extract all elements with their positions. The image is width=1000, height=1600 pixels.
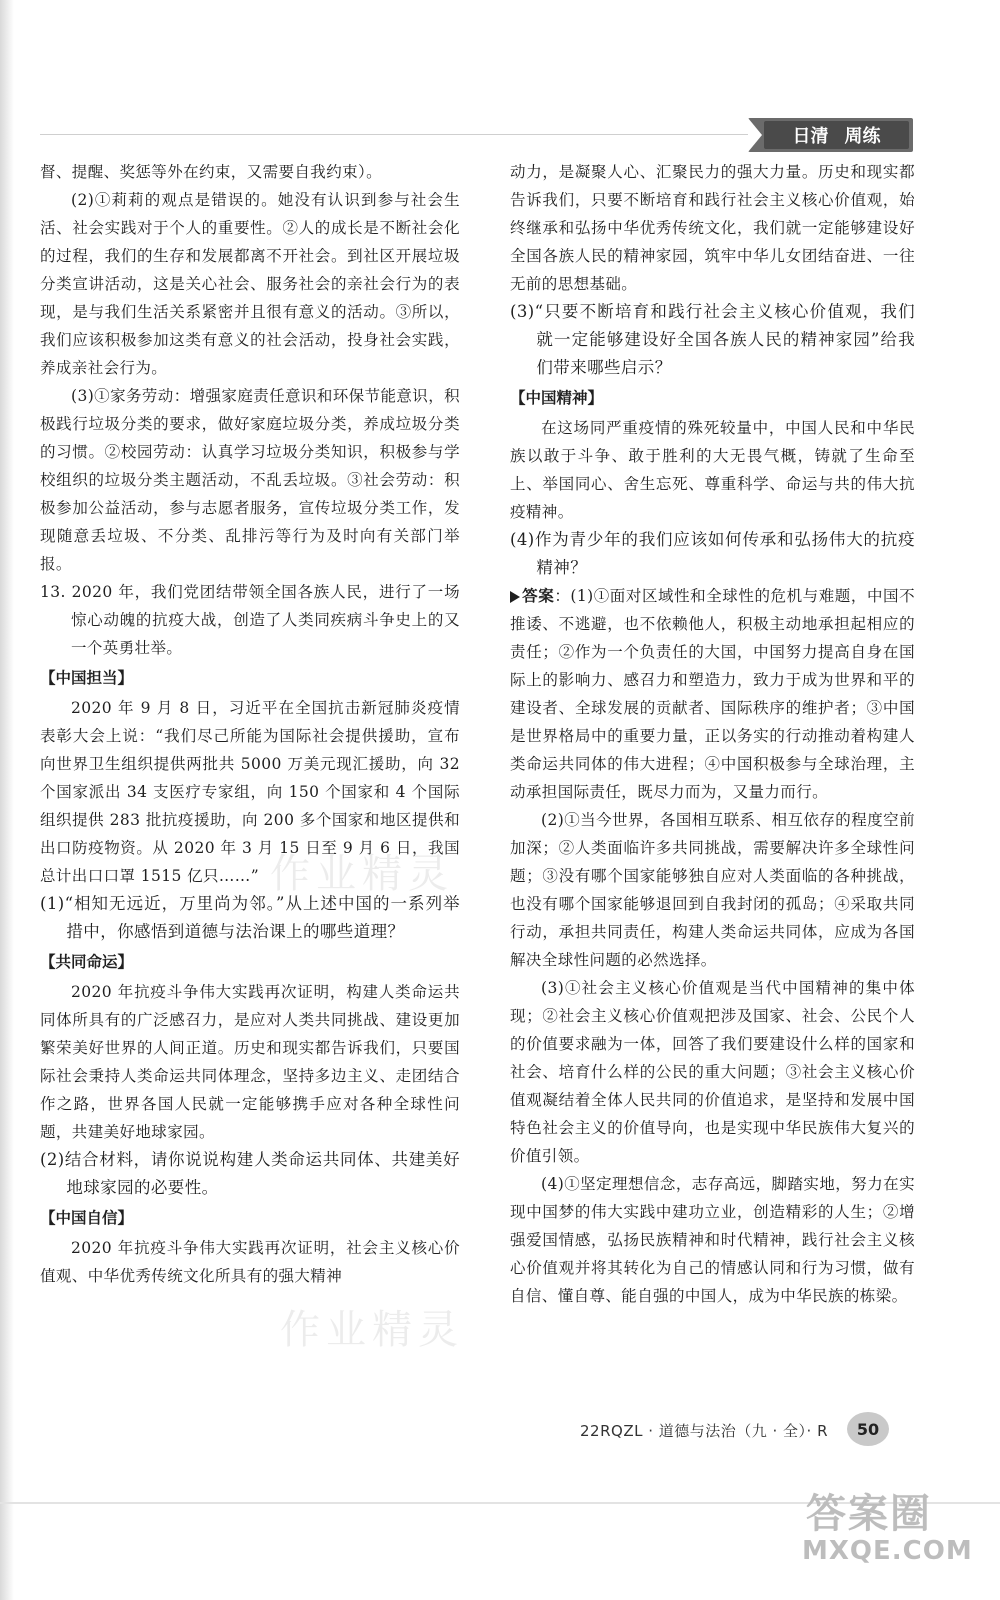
page-edge-shadow [0,0,14,1600]
header-tab-right: 周练 [844,126,881,147]
sub-question: (3)“只要不断培育和践行社会主义核心价值观，我们就一定能够建设好全国各族人民的精神家园”给我们带来哪些启示？ [510,302,915,377]
material-paragraph: 2020 年 9 月 8 日，习近平在全国抗击新冠肺炎疫情表彰大会上说：“我们尽己所能为国际社会提供援助，宣布向世界卫生组织提供两批共 5000 万美元现汇援助，向 32 个国家派出 34 支医疗专家组，向 150 个国家和 4 个国际组织提供 283 批抗疫援助，向 200 多个国家和地区提供和出口防疫物资。从 2020 年 3 月 15 日至 9 月 6 日，我国总计出口口罩 1515 亿只……” [40,699,460,885]
watermark-stamp: 作业精灵 [280,1307,464,1353]
material-paragraph: 动力，是凝聚人心、汇聚民力的强大力量。历史和现实都告诉我们，只要不断培育和践行社会主义核心价值观，始终继承和弘扬中华优秀传统文化，我们就一定能够建设好全国各族人民的精神家园，筑牢中华儿女团结奋进、一往无前的思想基础。 [510,163,915,293]
answer-text: ：(1)①面对区域性和全球性的危机与难题，中国不推诿、不逃避，也不依赖他人，积极主动地承担起相应的责任；②作为一个负责任的大国，中国努力提高自身在国际上的影响力、感召力和塑造力，致力于成为世界和平的建设者、全球发展的贡献者、国际秩序的维护者；③中国是世界格局中的重要力量，正以务实的行动推动着构建人类命运共同体的伟大进程；④中国积极参与全球治理，主动承担国际责任，既尽力而为，又量力而行。 [510,587,915,801]
material-paragraph: 在这场同严重疫情的殊死较量中，中国人民和中华民族以敢于斗争、敢于胜利的大无畏气概，铸就了生命至上、举国同心、舍生忘死、尊重科学、命运与共的伟大抗疫精神。 [510,419,915,521]
watermark-logo: 答案圈 [806,1491,932,1537]
sub-question: (4)作为青少年的我们应该如何传承和弘扬伟大的抗疫精神？ [510,530,915,577]
section-tag: 【共同命运】 [40,953,134,971]
answer-paragraph: (2)①当今世界，各国相互联系、相互依存的程度空前加深；②人类面临许多共同挑战，需要解决许多全球性问题；③没有哪个国家能够独自应对人类面临的各种挑战，也没有哪个国家能够退回到自我封闭的孤岛；④采取共同行动，承担共同责任，构建人类命运共同体，应成为各国解决全球性问题的必然选择。 [510,811,915,969]
answer-paragraph: (2)①莉莉的观点是错误的。她没有认识到参与社会生活、社会实践对于个人的重要性。②人的成长是不断社会化的过程，我们的生存和发展都离不开社会。到社区开展垃圾分类宣讲活动，这是关心社会、服务社会的亲社会行为的表现，是与我们生活关系紧密并且很有意义的活动。③所以，我们应该积极参加这类有意义的社会活动，投身社会实践，养成亲社会行为。 [40,191,460,377]
answer-paragraph: (3)①家务劳动：增强家庭责任意识和环保节能意识，积极践行垃圾分类的要求，做好家庭垃圾分类，养成垃圾分类的习惯。②校园劳动：认真学习垃圾分类知识，积极参与学校组织的垃圾分类主题活动，不乱丢垃圾。③社会劳动：积极参加公益活动，参与志愿者服务，宣传垃圾分类工作，发现随意丢垃圾、不分类、乱排污等行为及时向有关部门举报。 [40,387,460,573]
sub-question: (1)“相知无远近，万里尚为邻。”从上述中国的一系列举措中，你感悟到道德与法治课上的哪些道理？ [40,894,460,941]
paragraph: 督、提醒、奖惩等外在约束，又需要自我约束）。 [40,163,383,181]
question-13: 13. 2020 年，我们党团结带领全国各族人民，进行了一场惊心动魄的抗疫大战，创造了人类同疾病斗争史上的又一个英勇壮举。 [40,583,460,657]
material-paragraph: 2020 年抗疫斗争伟大实践再次证明，社会主义核心价值观、中华优秀传统文化所具有的强大精神 [40,1239,460,1285]
answer-paragraph: (3)①社会主义核心价值观是当代中国精神的集中体现；②社会主义核心价值观把涉及国家、社会、公民个人的价值要求融为一体，回答了我们要建设什么样的国家和社会、培育什么样的公民的重大问题；③社会主义核心价值观凝结着全体人民共同的价值追求，是坚持和发展中国特色社会主义的价值导向，也是实现中华民族伟大复兴的价值引领。 [510,979,915,1165]
answer-label: 答案 [522,587,555,605]
sub-question: (2)结合材料，请你说说构建人类命运共同体、共建美好地球家园的必要性。 [40,1150,460,1197]
section-tag: 【中国自信】 [40,1209,134,1227]
answer-paragraph: (4)①坚定理想信念，志存高远，脚踏实地，努力在实现中国梦的伟大实践中建功立业，创造精彩的人生；②增强爱国情感，弘扬民族精神和时代精神，践行社会主义核心价值观并将其转化为自己的情感认同和行为习惯，做有自信、懂自尊、能自强的中国人，成为中华民族的栋梁。 [510,1175,915,1305]
answer-block [510,582,915,806]
section-tag: 【中国担当】 [40,669,134,687]
section-tag: 【中国精神】 [510,389,604,407]
header-tab [748,118,913,152]
header-rule [40,134,752,135]
page-number: 50 [847,1412,889,1446]
watermark-stamp: 作业精灵 [270,851,454,897]
watermark-url: MXQE.COM [802,1536,973,1566]
right-column [510,158,915,1310]
header-tab-left: 日清 [792,126,829,147]
left-column [40,158,460,1290]
material-paragraph: 2020 年抗疫斗争伟大实践再次证明，构建人类命运共同体所具有的广泛感召力，是应对人类共同挑战、建设更加繁荣美好世界的人间正道。历史和现实都告诉我们，只要国际社会秉持人类命运共同体理念，坚持多边主义、走团结合作之路，世界各国人民就一定能够携手应对各种全球性问题，共建美好地球家园。 [40,983,460,1141]
footer-text: 22RQZL · 道德与法治（九 · 全）· R [580,1422,829,1440]
arrow-icon [510,591,520,603]
